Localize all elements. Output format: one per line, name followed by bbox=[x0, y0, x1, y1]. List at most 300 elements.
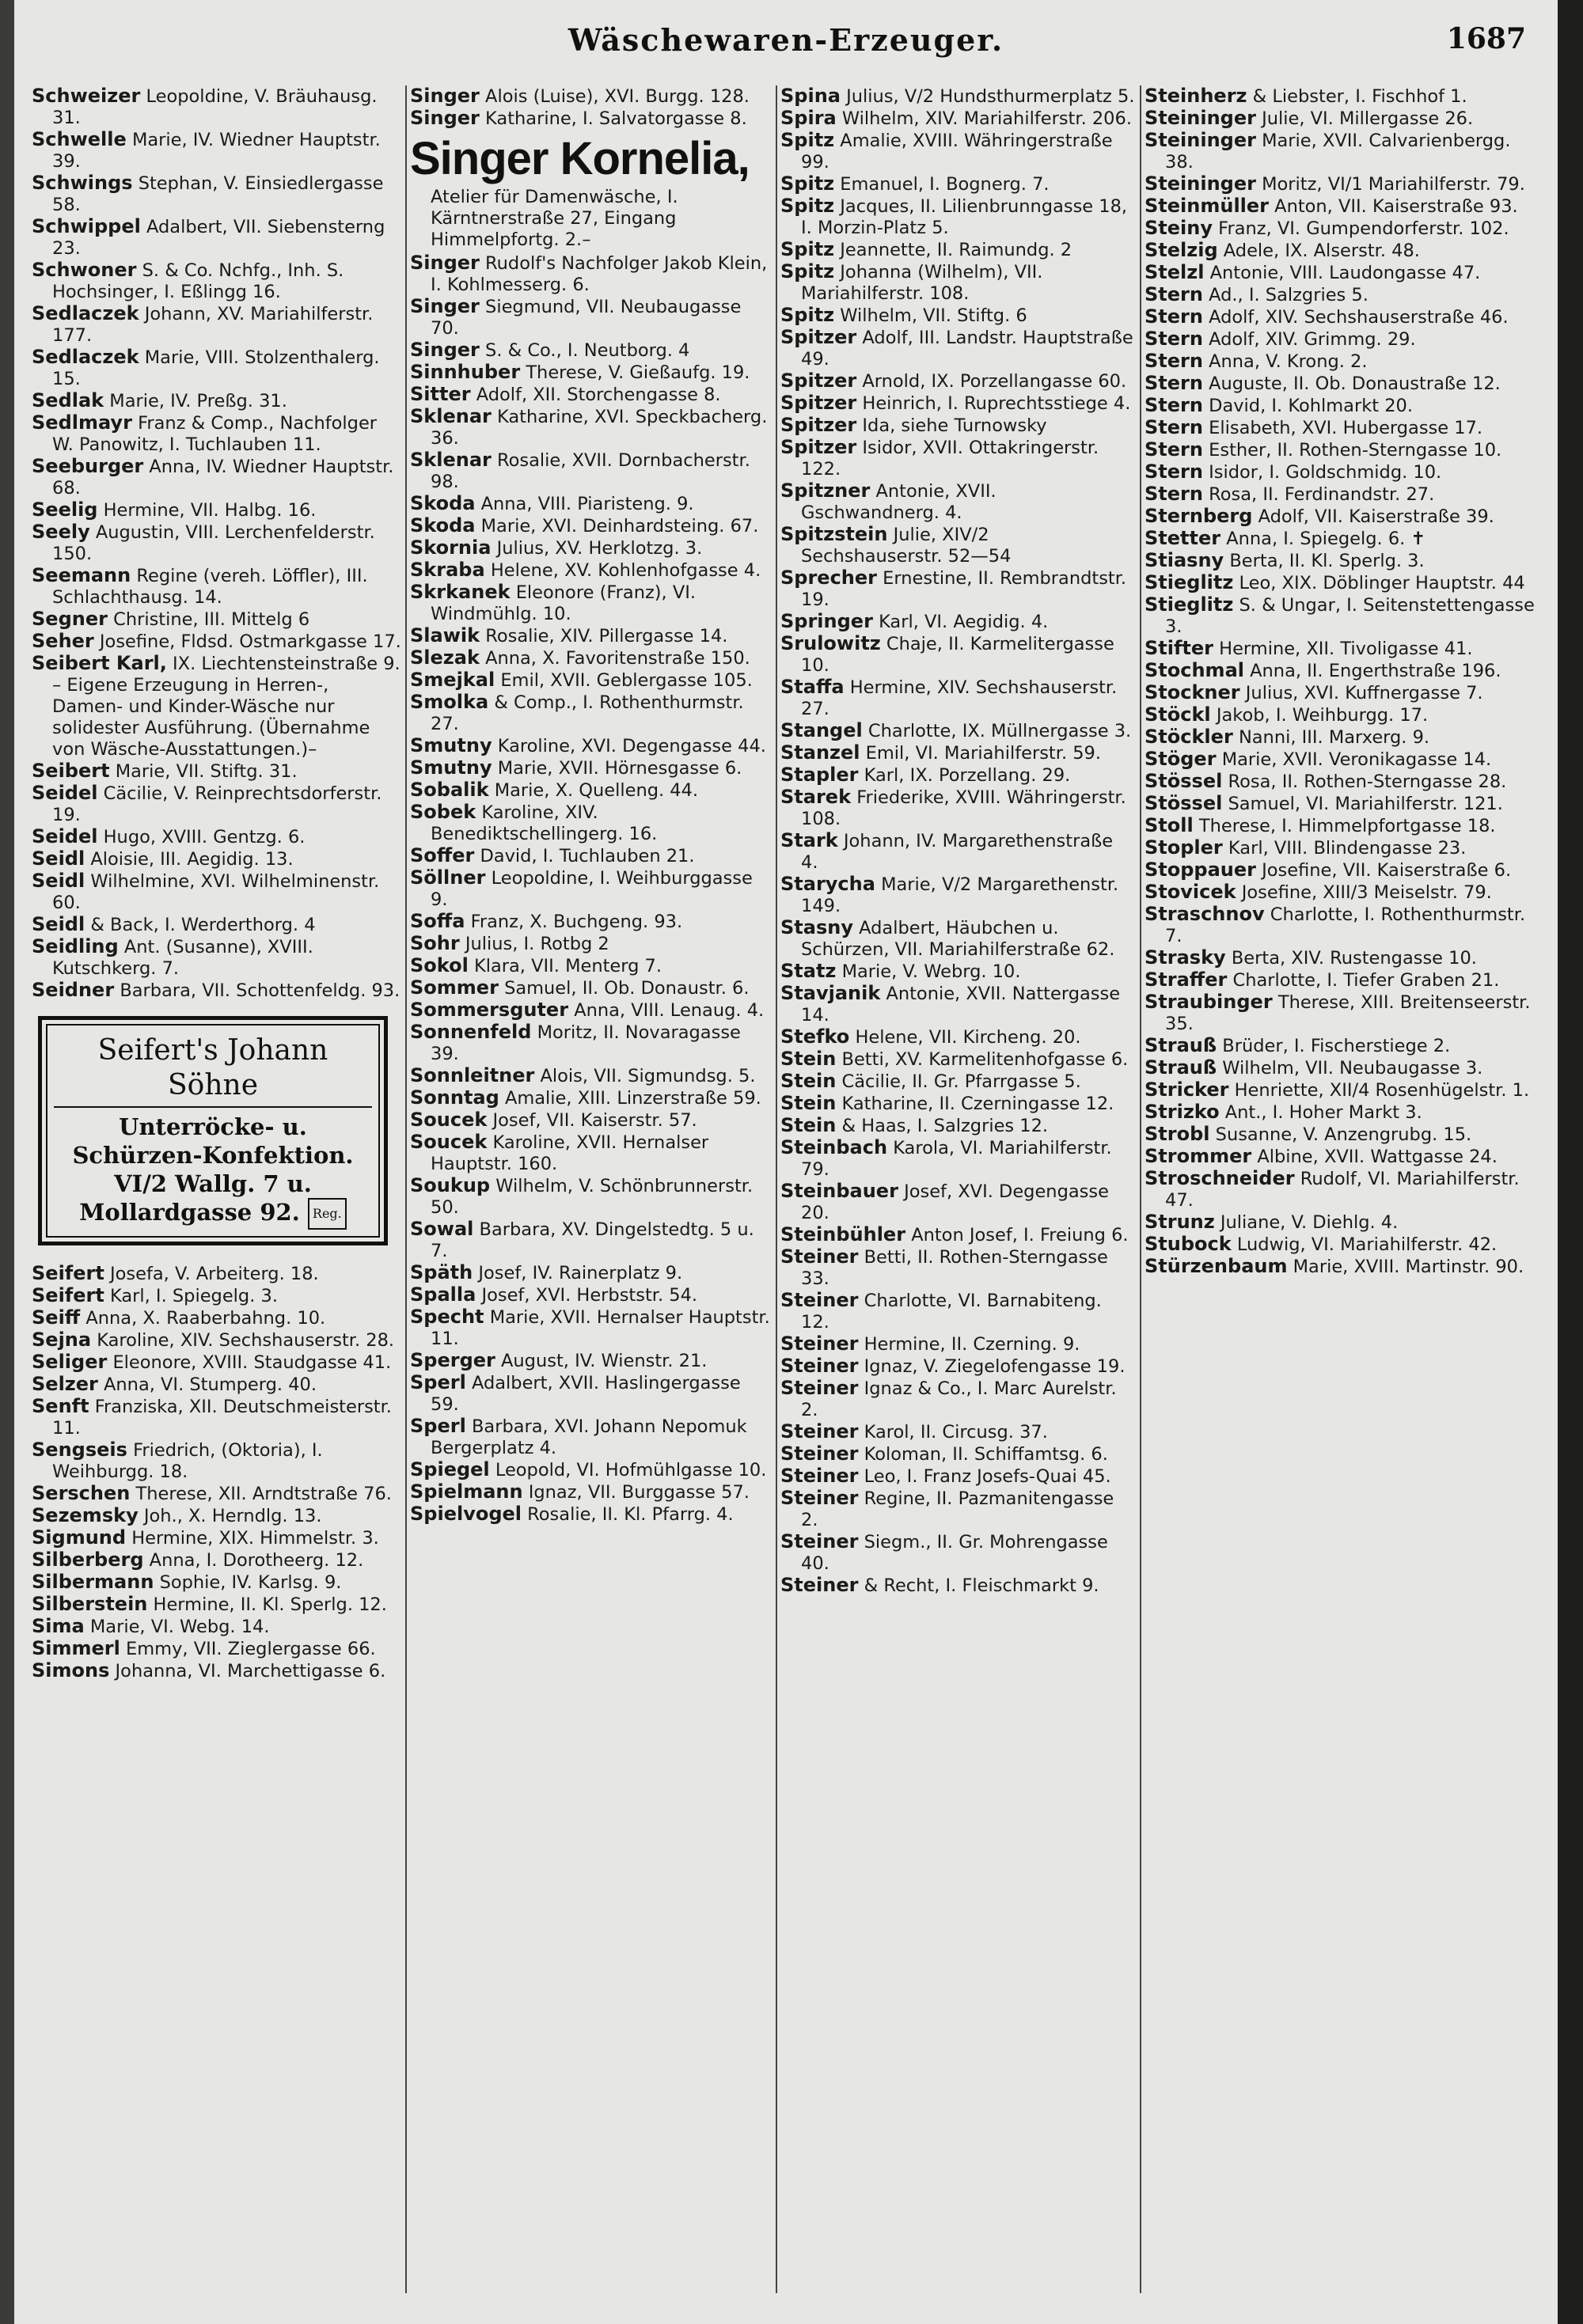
directory-entry bbox=[32, 1483, 402, 1505]
entry-name: Stefko bbox=[780, 1026, 850, 1048]
entry-name: Spitz bbox=[780, 195, 835, 217]
directory-entry bbox=[780, 742, 1135, 764]
entry-name: Sitter bbox=[410, 383, 471, 405]
entry-details: Hermine, XIV. Sechshauserstr. 27. bbox=[801, 677, 1118, 719]
entry-details: Friedrich, (Oktoria), I. Weihburgg. 18. bbox=[52, 1440, 323, 1482]
entry-details: Katharine, XVI. Speckbacherg. 36. bbox=[431, 407, 768, 449]
registered-badge: Reg. bbox=[308, 1198, 347, 1230]
directory-entry bbox=[780, 1465, 1135, 1488]
entry-details: Anna, I. Spiegelg. 6. ✝ bbox=[1226, 529, 1426, 549]
entry-name: Stein bbox=[780, 1092, 837, 1114]
entry-name: Spitz bbox=[780, 260, 835, 282]
entry-details: & Haas, I. Salzgries 12. bbox=[841, 1116, 1049, 1136]
entry-details: IX. Liechtensteinstraße 9. – Eigene Erzeugung in Herren-, Damen- und Kinder-Wäsche nur solidester Ausführung. (Übernahme von Wäsche-Ausstattungen.)– bbox=[52, 654, 400, 760]
directory-entry bbox=[780, 305, 1135, 327]
entry-name: Spitzner bbox=[780, 480, 871, 502]
entry-details: Hugo, XVIII. Gentzg. 6. bbox=[103, 827, 306, 847]
directory-entry bbox=[1145, 1256, 1540, 1278]
entry-details: Christine, III. Mittelg 6 bbox=[113, 609, 310, 630]
entry-details: Helene, XV. Kohlenhofgasse 4. bbox=[490, 560, 761, 581]
entry-details: Johann, IV. Margarethenstraße 4. bbox=[801, 831, 1114, 873]
entry-details: Marie, XVII. Hernalser Hauptstr. 11. bbox=[431, 1307, 770, 1349]
entry-name: Stern bbox=[1145, 328, 1203, 350]
entry-details: Chaje, II. Karmelitergasse 10. bbox=[801, 634, 1114, 676]
directory-entry bbox=[32, 631, 402, 653]
directory-entry bbox=[32, 129, 402, 172]
entry-name: Sonntag bbox=[410, 1086, 499, 1109]
directory-entry bbox=[780, 677, 1135, 720]
entry-name: Soucek bbox=[410, 1131, 488, 1153]
entry-name: Strunz bbox=[1145, 1211, 1215, 1233]
entry-details: Josef, VII. Kaiserstr. 57. bbox=[492, 1110, 697, 1131]
directory-entry bbox=[1145, 1234, 1540, 1256]
directory-entry bbox=[32, 1527, 402, 1549]
entry-details: Cäcilie, V. Reinprechtsdorferstr. 19. bbox=[52, 783, 382, 825]
directory-entry bbox=[32, 1571, 402, 1594]
directory-entry bbox=[780, 720, 1135, 742]
entry-name: Steiner bbox=[780, 1530, 859, 1552]
entry-name: Stössel bbox=[1145, 792, 1223, 814]
entry-details: Josefine, VII. Kaiserstraße 6. bbox=[1262, 860, 1512, 881]
entry-name: Singer bbox=[410, 295, 480, 317]
directory-entry bbox=[32, 1616, 402, 1638]
directory-entry bbox=[32, 870, 402, 914]
entry-name: Sprecher bbox=[780, 567, 878, 589]
entry-details: Franz, X. Buchgeng. 93. bbox=[470, 912, 683, 932]
entry-details: Wilhelm, VII. Neubaugasse 3. bbox=[1222, 1058, 1483, 1079]
entry-details: Anna, VIII. Lenaug. 4. bbox=[574, 1000, 765, 1021]
directory-entry bbox=[1145, 85, 1540, 108]
entry-name: Steiner bbox=[780, 1465, 859, 1487]
directory-entry bbox=[410, 296, 773, 339]
entry-details: Karoline, XIV. Sechshauserstr. 28. bbox=[97, 1330, 395, 1351]
entry-details: Adele, IX. Alserstr. 48. bbox=[1223, 241, 1420, 261]
entry-details: Ignaz & Co., I. Marc Aurelstr. 2. bbox=[801, 1378, 1117, 1420]
entry-details: Marie, XVI. Deinhardsteing. 67. bbox=[480, 516, 759, 536]
directory-entry bbox=[1145, 726, 1540, 749]
entry-details: Koloman, II. Schiffamtsg. 6. bbox=[864, 1444, 1108, 1465]
entry-details: Auguste, II. Ob. Donaustraße 12. bbox=[1209, 373, 1501, 394]
entry-details: Betti, II. Rothen-Sterngasse 33. bbox=[801, 1247, 1108, 1289]
entry-name: Steinherz bbox=[1145, 85, 1247, 107]
entry-details: Emanuel, I. Bognerg. 7. bbox=[840, 174, 1050, 195]
directory-entry bbox=[1145, 306, 1540, 328]
entry-details: Emmy, VII. Zieglergasse 66. bbox=[126, 1639, 376, 1659]
entry-name: Simons bbox=[32, 1659, 110, 1681]
entry-name: Smejkal bbox=[410, 669, 495, 691]
entry-details: Antonie, VIII. Laudongasse 47. bbox=[1209, 263, 1481, 283]
directory-entry bbox=[780, 480, 1135, 524]
directory-entry bbox=[32, 412, 402, 456]
entry-details: Moritz, II. Novaragasse 39. bbox=[431, 1022, 741, 1064]
directory-entry bbox=[410, 1481, 773, 1503]
directory-entry bbox=[32, 783, 402, 826]
entry-list bbox=[410, 252, 773, 1526]
directory-entry bbox=[1145, 859, 1540, 881]
entry-name: Spina bbox=[780, 85, 841, 107]
entry-name: Strobl bbox=[1145, 1123, 1210, 1145]
directory-entry bbox=[1145, 195, 1540, 218]
entry-details: Cäcilie, II. Gr. Pfarrgasse 5. bbox=[841, 1071, 1081, 1092]
directory-entry bbox=[780, 830, 1135, 874]
entry-name: Simmerl bbox=[32, 1637, 120, 1659]
directory-entry bbox=[1145, 682, 1540, 704]
column-rule bbox=[405, 85, 407, 2293]
directory-entry bbox=[32, 914, 402, 936]
entry-name: Stöckl bbox=[1145, 703, 1211, 726]
entry-name: Spitzer bbox=[780, 326, 857, 348]
entry-details: Antonie, XVII. Nattergasse 14. bbox=[801, 984, 1121, 1026]
entry-name: Stochmal bbox=[1145, 659, 1244, 681]
entry-details: Wilhelm, VII. Stiftg. 6 bbox=[840, 305, 1027, 326]
entry-name: Seemann bbox=[32, 564, 131, 586]
directory-entry bbox=[1145, 173, 1540, 195]
entry-details: Johann, XV. Mariahilferstr. 177. bbox=[52, 304, 374, 346]
directory-entry bbox=[1145, 218, 1540, 240]
ad-body: Unterröcke- u. Schürzen-Konfektion. VI/2 Wallg. 7 u. Mollardgasse 92. bbox=[72, 1113, 354, 1226]
directory-entry bbox=[780, 108, 1135, 130]
directory-entry bbox=[780, 1026, 1135, 1048]
entry-details: Franz, VI. Gumpendorferstr. 102. bbox=[1218, 218, 1509, 239]
entry-name: Sperl bbox=[410, 1371, 466, 1393]
directory-entry bbox=[410, 362, 773, 384]
directory-entry bbox=[410, 406, 773, 449]
entry-name: Skornia bbox=[410, 536, 492, 559]
entry-details: Josefine, XIII/3 Meiselstr. 79. bbox=[1241, 882, 1492, 903]
entry-name: Seidling bbox=[32, 935, 119, 957]
entry-details: Klara, VII. Menterg 7. bbox=[473, 956, 662, 976]
directory-entry bbox=[780, 961, 1135, 983]
directory-entry bbox=[780, 1071, 1135, 1093]
entry-name: Specht bbox=[410, 1306, 484, 1328]
entry-name: Springer bbox=[780, 610, 873, 632]
entry-details: Josef, XVI. Herbststr. 54. bbox=[481, 1285, 698, 1306]
directory-entry bbox=[780, 567, 1135, 611]
entry-details: Friederike, XVIII. Währingerstr. 108. bbox=[801, 787, 1126, 829]
column-3 bbox=[780, 85, 1135, 2301]
entry-name: Skoda bbox=[410, 514, 476, 536]
entry-details: Ignaz, VII. Burggasse 57. bbox=[528, 1482, 750, 1503]
directory-entry bbox=[410, 1022, 773, 1065]
entry-details: Eleonore (Franz), VI. Windmühlg. 10. bbox=[431, 582, 697, 624]
entry-details: & Back, I. Werderthorg. 4 bbox=[90, 915, 316, 935]
entry-details: Juliane, V. Diehlg. 4. bbox=[1220, 1212, 1399, 1233]
entry-name: Sinnhuber bbox=[410, 361, 521, 383]
entry-name: Soffa bbox=[410, 910, 465, 932]
entry-details: Betti, XV. Karmelitenhofgasse 6. bbox=[841, 1049, 1129, 1070]
entry-details: Rosalie, II. Kl. Pfarrg. 4. bbox=[527, 1504, 734, 1525]
entry-name: Seely bbox=[32, 521, 90, 543]
entry-details: Henriette, XII/4 Rosenhügelstr. 1. bbox=[1234, 1080, 1530, 1101]
directory-entry bbox=[780, 370, 1135, 392]
entry-details: Moritz, VI/1 Mariahilferstr. 79. bbox=[1262, 174, 1525, 195]
directory-entry bbox=[1145, 528, 1540, 550]
entry-details: Samuel, VI. Mariahilferstr. 121. bbox=[1228, 794, 1503, 814]
directory-entry bbox=[410, 1503, 773, 1526]
entry-name: Sengseis bbox=[32, 1439, 127, 1461]
entry-name: Seelig bbox=[32, 499, 98, 521]
directory-entry bbox=[32, 1439, 402, 1483]
entry-details: Anna, V. Krong. 2. bbox=[1209, 351, 1368, 372]
entry-name: Silberberg bbox=[32, 1549, 144, 1571]
entry-name: Singer bbox=[410, 339, 480, 361]
entry-details: Anna, VI. Stumperg. 40. bbox=[104, 1374, 317, 1395]
entry-details: Leo, I. Franz Josefs-Quai 45. bbox=[864, 1466, 1111, 1487]
directory-entry bbox=[32, 760, 402, 783]
entry-details: Barbara, XVI. Johann Nepomuk Bergerplatz 4. bbox=[431, 1416, 747, 1458]
entry-name: Skrkanek bbox=[410, 581, 511, 603]
entry-list bbox=[32, 1263, 402, 1682]
entry-name: Strauß bbox=[1145, 1034, 1217, 1056]
directory-entry bbox=[1145, 1124, 1540, 1146]
entry-list bbox=[780, 85, 1135, 1597]
entry-name: Smutny bbox=[410, 756, 492, 779]
entry-name: Silbermann bbox=[32, 1571, 154, 1593]
directory-entry bbox=[32, 565, 402, 608]
directory-entry bbox=[780, 1115, 1135, 1137]
entry-details: Emil, VI. Mariahilferstr. 59. bbox=[865, 743, 1102, 764]
directory-entry bbox=[410, 493, 773, 515]
entry-details: Franz & Comp., Nachfolger W. Panowitz, I. Tuchlauben 11. bbox=[52, 413, 378, 455]
directory-entry bbox=[780, 633, 1135, 677]
entry-details: Ignaz, V. Ziegelofengasse 19. bbox=[864, 1356, 1126, 1377]
entry-details: Karl, VIII. Blindengasse 23. bbox=[1228, 838, 1467, 859]
entry-details: David, I. Tuchlauben 21. bbox=[480, 846, 695, 866]
entry-name: Stössel bbox=[1145, 770, 1223, 792]
entry-name: Seidel bbox=[32, 782, 98, 804]
entry-details: Josefine, Fldsd. Ostmarkgasse 17. bbox=[99, 631, 401, 652]
entry-details: Eleonore, XVIII. Staudgasse 41. bbox=[112, 1352, 392, 1373]
directory-entry bbox=[1145, 837, 1540, 859]
entry-details: Adolf, XIV. Sechshauserstraße 46. bbox=[1209, 307, 1509, 328]
entry-details: David, I. Kohlmarkt 20. bbox=[1209, 396, 1413, 416]
directory-entry bbox=[410, 933, 773, 955]
entry-details: Rosalie, XVII. Dornbacherstr. 98. bbox=[431, 450, 750, 492]
entry-name: Schweizer bbox=[32, 85, 141, 107]
entry-name: Smolka bbox=[410, 691, 489, 713]
entry-name: Sperger bbox=[410, 1349, 495, 1371]
entry-details: Stephan, V. Einsiedlergasse 58. bbox=[52, 173, 384, 215]
directory-entry bbox=[780, 1048, 1135, 1071]
directory-entry bbox=[780, 1421, 1135, 1443]
directory-entry bbox=[410, 1284, 773, 1306]
entry-details: Julie, XIV/2 Sechshauserstr. 52—54 bbox=[801, 525, 1012, 567]
entry-name: Strauß bbox=[1145, 1056, 1217, 1079]
directory-entry bbox=[410, 999, 773, 1022]
entry-details: Karoline, XVI. Degengasse 44. bbox=[497, 736, 766, 756]
entry-details: Karoline, XIV. Benediktschellingerg. 16. bbox=[431, 802, 658, 844]
directory-entry bbox=[32, 936, 402, 980]
directory-entry bbox=[780, 415, 1135, 437]
entry-details: Barbara, VII. Schottenfeldg. 93. bbox=[120, 980, 400, 1001]
entry-name: Sternberg bbox=[1145, 505, 1253, 527]
directory-entry bbox=[32, 1549, 402, 1571]
directory-entry bbox=[32, 521, 402, 565]
entry-details: Heinrich, I. Ruprechtsstiege 4. bbox=[862, 393, 1131, 414]
entry-name: Soucek bbox=[410, 1109, 488, 1131]
entry-name: Stöger bbox=[1145, 748, 1217, 770]
entry-name: Seidl bbox=[32, 847, 85, 870]
entry-name: Stürzenbaum bbox=[1145, 1255, 1288, 1277]
directory-entry bbox=[32, 85, 402, 129]
directory-entry bbox=[780, 437, 1135, 480]
directory-entry bbox=[410, 802, 773, 845]
directory-entry bbox=[410, 1065, 773, 1087]
directory-entry bbox=[32, 216, 402, 260]
entry-details: Hermine, II. Czerning. 9. bbox=[864, 1334, 1080, 1355]
entry-details: Ant., I. Hoher Markt 3. bbox=[1224, 1102, 1422, 1123]
column-4 bbox=[1145, 85, 1540, 2301]
directory-entry bbox=[1145, 1211, 1540, 1234]
entry-details: Albine, XVII. Wattgasse 24. bbox=[1257, 1147, 1498, 1167]
directory-entry bbox=[780, 392, 1135, 415]
directory-entry bbox=[780, 1137, 1135, 1181]
entry-details: Helene, VII. Kircheng. 20. bbox=[855, 1027, 1081, 1048]
directory-entry bbox=[780, 1290, 1135, 1333]
entry-name: Sejna bbox=[32, 1329, 92, 1351]
directory-entry bbox=[410, 559, 773, 582]
entry-name: Seidner bbox=[32, 979, 115, 1001]
directory-entry bbox=[1145, 506, 1540, 528]
entry-details: Regine, II. Pazmanitengasse 2. bbox=[801, 1488, 1114, 1530]
entry-name: Stangel bbox=[780, 719, 863, 741]
entry-details: Anton Josef, I. Freiung 6. bbox=[911, 1225, 1129, 1245]
entry-name: Stapler bbox=[780, 764, 859, 786]
entry-name: Steinbauer bbox=[780, 1180, 898, 1202]
entry-details: Esther, II. Rothen-Sterngasse 10. bbox=[1209, 440, 1502, 461]
directory-entry bbox=[1145, 771, 1540, 793]
entry-name: Steiner bbox=[780, 1377, 859, 1399]
directory-entry bbox=[1145, 417, 1540, 439]
directory-entry bbox=[780, 983, 1135, 1026]
directory-entry bbox=[1145, 572, 1540, 594]
entry-name: Steiner bbox=[780, 1574, 859, 1596]
entry-name: Singer bbox=[410, 85, 480, 107]
directory-entry bbox=[780, 261, 1135, 305]
directory-entry bbox=[410, 647, 773, 669]
directory-entry bbox=[410, 977, 773, 999]
entry-name: Silberstein bbox=[32, 1593, 148, 1615]
entry-name: Stieglitz bbox=[1145, 571, 1234, 593]
entry-name: Stern bbox=[1145, 305, 1203, 328]
entry-name: Singer bbox=[410, 252, 480, 274]
directory-entry bbox=[410, 735, 773, 757]
entry-details: Adolf, XIV. Grimmg. 29. bbox=[1209, 329, 1416, 350]
entry-name: Spira bbox=[780, 107, 837, 129]
entry-details: Regine (vereh. Löffler), III. Schlachthausg. 14. bbox=[52, 566, 368, 608]
entry-name: Sommer bbox=[410, 976, 499, 999]
entry-name: Spitzer bbox=[780, 392, 857, 414]
entry-details: Ludwig, VI. Mariahilferstr. 42. bbox=[1236, 1234, 1498, 1255]
entry-details: Barbara, XV. Dingelstedtg. 5 u. 7. bbox=[431, 1219, 754, 1261]
entry-details: Rosa, II. Rothen-Sterngasse 28. bbox=[1228, 772, 1507, 792]
directory-entry bbox=[780, 1181, 1135, 1224]
entry-details: Marie, IV. Wiedner Hauptstr. 39. bbox=[52, 130, 381, 172]
directory-entry bbox=[780, 764, 1135, 787]
entry-details: Therese, XII. Arndtstraße 76. bbox=[135, 1484, 392, 1504]
entry-details: Leopoldine, I. Weihburggasse 9. bbox=[431, 868, 753, 910]
entry-details: Charlotte, I. Tiefer Graben 21. bbox=[1232, 970, 1500, 991]
entry-name: Sobek bbox=[410, 801, 476, 823]
entry-name: Starycha bbox=[780, 873, 875, 895]
entry-details: Susanne, V. Anzengrubg. 15. bbox=[1215, 1124, 1472, 1145]
entry-details: Sophie, IV. Karlsg. 9. bbox=[159, 1572, 342, 1593]
entry-details: Josefa, V. Arbeiterg. 18. bbox=[109, 1264, 319, 1284]
entry-details: Therese, I. Himmelpfortgasse 18. bbox=[1198, 816, 1496, 836]
entry-name: Spitz bbox=[780, 172, 835, 195]
entry-details: Julie, VI. Millergasse 26. bbox=[1262, 108, 1474, 129]
directory-entry bbox=[410, 1262, 773, 1284]
entry-name: Srulowitz bbox=[780, 632, 881, 654]
directory-entry bbox=[410, 85, 773, 108]
entry-details: Anna, X. Raaberbahng. 10. bbox=[85, 1308, 326, 1329]
entry-name: Steiny bbox=[1145, 217, 1213, 239]
entry-name: Strasky bbox=[1145, 946, 1226, 969]
directory-entry bbox=[780, 130, 1135, 173]
directory-entry bbox=[410, 669, 773, 692]
directory-entry bbox=[780, 327, 1135, 370]
entry-name: Skoda bbox=[410, 492, 476, 514]
entry-details: Elisabeth, XVI. Hubergasse 17. bbox=[1209, 418, 1483, 438]
entry-details: Leopold, VI. Hofmühlgasse 10. bbox=[495, 1460, 767, 1480]
directory-entry bbox=[410, 757, 773, 779]
entry-name: Steiner bbox=[780, 1443, 859, 1465]
directory-entry bbox=[780, 1378, 1135, 1421]
entry-details: Adolf, III. Landstr. Hauptstraße 49. bbox=[801, 328, 1133, 370]
entry-details: Karol, II. Circusg. 37. bbox=[864, 1422, 1048, 1443]
entry-details: Siegm., II. Gr. Mohrengasse 40. bbox=[801, 1532, 1108, 1574]
entry-name: Sommersguter bbox=[410, 999, 569, 1021]
entry-name: Strizko bbox=[1145, 1101, 1220, 1123]
directory-entry bbox=[32, 172, 402, 216]
entry-name: Sokol bbox=[410, 954, 469, 976]
directory-entry bbox=[1145, 815, 1540, 837]
entry-name: Stanzel bbox=[780, 741, 860, 764]
directory-entry bbox=[32, 1594, 402, 1616]
directory-entry bbox=[1145, 1101, 1540, 1124]
entry-name: Statz bbox=[780, 960, 837, 982]
entry-name: Selzer bbox=[32, 1373, 98, 1395]
directory-entry bbox=[1145, 461, 1540, 483]
entry-name: Straschnov bbox=[1145, 903, 1265, 925]
entry-name: Stroschneider bbox=[1145, 1167, 1295, 1189]
entry-details: Marie, XVII. Hörnesgasse 6. bbox=[497, 758, 742, 779]
entry-name: Spitzer bbox=[780, 414, 857, 436]
entry-details: & Recht, I. Fleischmarkt 9. bbox=[864, 1575, 1099, 1596]
entry-details: Johanna (Wilhelm), VII. Mariahilferstr. 108. bbox=[801, 262, 1043, 304]
entry-name: Seifert bbox=[32, 1284, 104, 1306]
directory-entry bbox=[410, 252, 773, 296]
directory-entry bbox=[780, 1531, 1135, 1575]
directory-entry bbox=[32, 499, 402, 521]
entry-name: Smutny bbox=[410, 734, 492, 756]
column-rule bbox=[1140, 85, 1141, 2293]
entry-details: Katharine, II. Czerningasse 12. bbox=[841, 1094, 1114, 1114]
entry-name: Spitzer bbox=[780, 436, 857, 458]
featured-entry-body: Atelier für Damenwäsche, I. Kärntnerstraße 27, Eingang Himmelpfortg. 2.– bbox=[431, 187, 678, 250]
directory-entry bbox=[32, 826, 402, 848]
entry-name: Stern bbox=[1145, 483, 1203, 505]
directory-entry bbox=[32, 1285, 402, 1307]
directory-entry bbox=[410, 1306, 773, 1350]
entry-name: Steininger bbox=[1145, 107, 1256, 129]
directory-page bbox=[14, 0, 1558, 2324]
entry-details: Marie, VII. Stiftg. 31. bbox=[115, 761, 298, 782]
entry-name: Stein bbox=[780, 1048, 837, 1070]
directory-entry bbox=[1145, 1057, 1540, 1079]
directory-entry bbox=[1145, 439, 1540, 461]
entry-name: Sedlmayr bbox=[32, 411, 132, 434]
